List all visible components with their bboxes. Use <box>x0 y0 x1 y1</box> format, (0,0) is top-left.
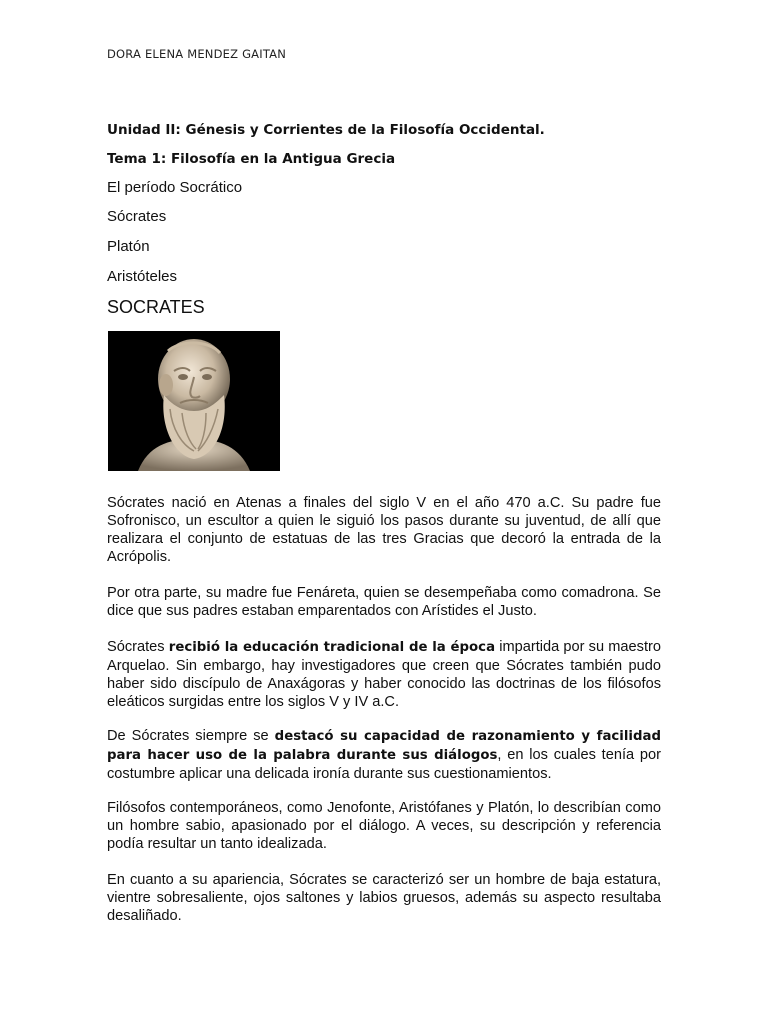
author-header: DORA ELENA MENDEZ GAITAN <box>107 47 287 61</box>
unit-heading: Unidad II: Génesis y Corrientes de la Filosofía Occidental. <box>107 122 545 138</box>
paragraph-mother: Por otra parte, su madre fue Fenáreta, quien se desempeñaba como comadrona. Se dice que sus padres estaban emparentados con Arístides el Justo. <box>107 585 661 619</box>
paragraph-education <box>107 638 661 711</box>
education-text-post: impartida por su maestro Arquelao. Sin embargo, hay investigadores que creen que Sócrates también pudo haber sido discípulo de Anaxágoras y haber conocido las doctrinas de los filósofos eleáticos surgidas entre los siglos V y IV a.C. <box>107 639 661 710</box>
reasoning-text-pre: De Sócrates siempre se <box>107 728 275 744</box>
paragraph-birth: Sócrates nació en Atenas a finales del siglo V en el año 470 a.C. Su padre fue Sofronisco, un escultor a quien le siguió los pasos durante su juventud, de allí que realizara el conjunto de estatuas de las tres Gracias que decoró la entrada de la Acrópolis. <box>107 495 661 565</box>
section-title: SOCRATES <box>107 297 205 317</box>
outline-item-socrates: Sócrates <box>107 208 167 225</box>
paragraph-reasoning <box>107 727 661 783</box>
reasoning-text-post: , en los cuales tenía por costumbre aplicar una delicada ironía durante sus cuestionamientos. <box>107 747 661 782</box>
education-text-bold: recibió la educación tradicional de la época <box>168 640 496 655</box>
paragraph-appearance: En cuanto a su apariencia, Sócrates se caracterizó ser un hombre de baja estatura, vientre sobresaliente, ojos saltones y labios gruesos, además su aspecto resultaba desaliñado. <box>107 872 661 924</box>
socrates-bust-image <box>108 331 280 471</box>
outline-item-aristoteles: Aristóteles <box>107 268 178 285</box>
reasoning-text-bold: destacó su capacidad de razonamiento y facilidad para hacer uso de la palabra durante sus diálogos <box>107 729 661 763</box>
education-text-pre: Sócrates <box>107 639 169 655</box>
topic-heading: Tema 1: Filosofía en la Antigua Grecia <box>107 151 396 167</box>
bust-illustration <box>108 331 280 471</box>
outline-period: El período Socrático <box>107 179 243 196</box>
outline-item-platon: Platón <box>107 238 150 255</box>
paragraph-contemporaries: Filósofos contemporáneos, como Jenofonte, Aristófanes y Platón, lo describían como un hombre sabio, apasionado por el diálogo. A veces, su descripción y referencia podía resultar un tanto idealizada. <box>107 800 661 852</box>
